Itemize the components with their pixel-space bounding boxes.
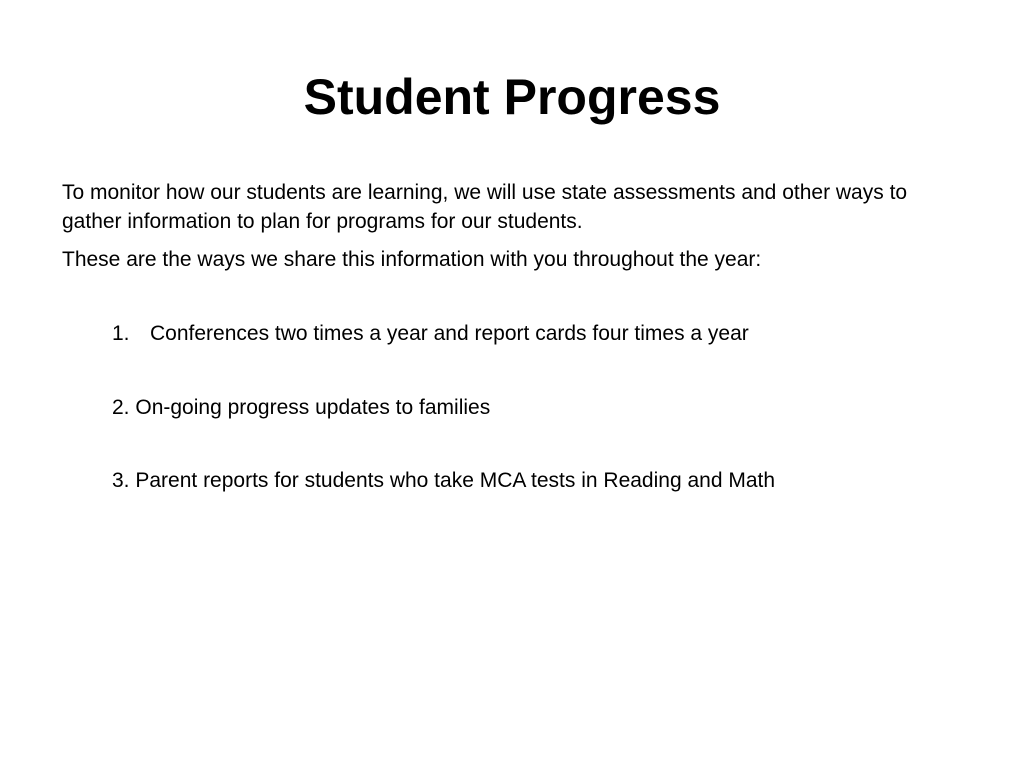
intro-paragraph: To monitor how our students are learning, we will use state assessments and other ways to gather information to plan for programs for our students.: [62, 181, 908, 233]
list-item-number: 1.: [112, 322, 130, 345]
list-item-number: 2.: [112, 396, 130, 419]
list-item: [112, 466, 972, 495]
list-item: [112, 319, 972, 348]
list-item-text: On-going progress updates to families: [135, 396, 491, 419]
list-item-number: 3.: [112, 469, 130, 492]
list-item-text: Conferences two times a year and report cards four times a year: [150, 322, 749, 345]
list-item-text: Parent reports for students who take MCA tests in Reading and Math: [135, 469, 776, 492]
slide-title: Student Progress: [303, 69, 721, 125]
list-item: [112, 393, 972, 422]
share-paragraph: These are the ways we share this information with you throughout the year:: [62, 248, 762, 271]
